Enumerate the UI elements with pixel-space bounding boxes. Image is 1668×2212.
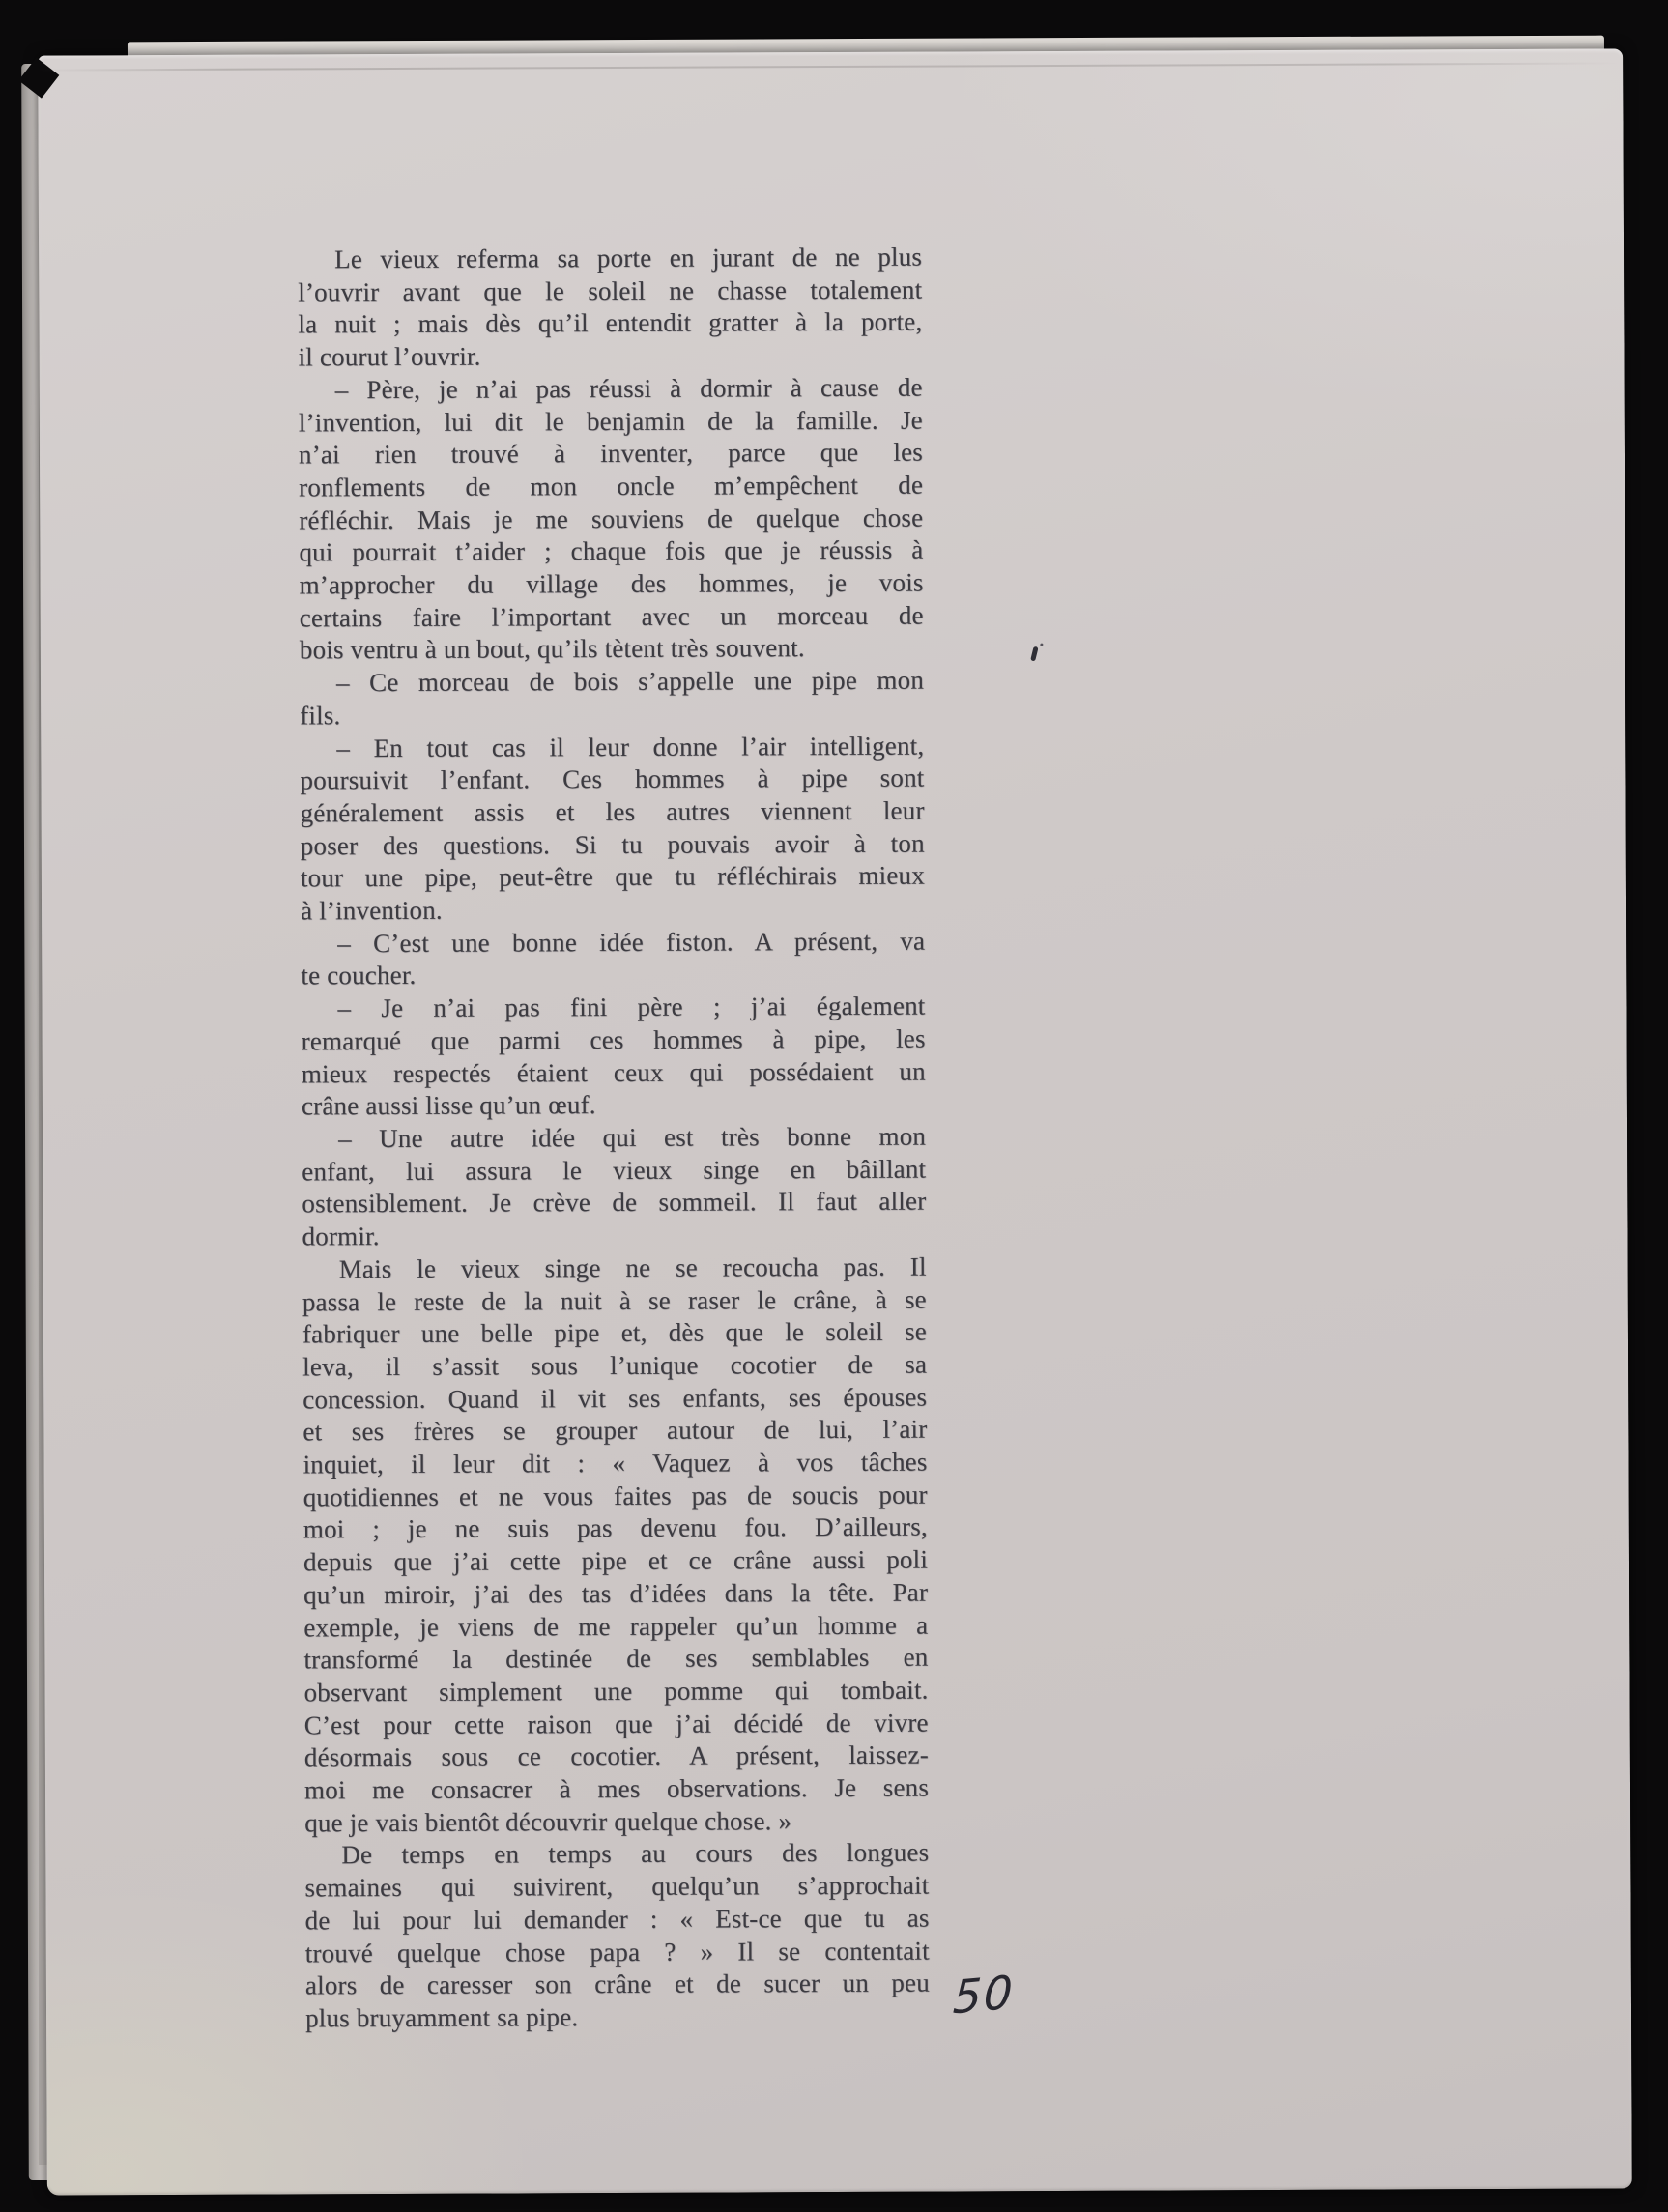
text-line: qui pourrait t’aider ; chaque fois que je réussis à — [299, 534, 924, 567]
text-line: tour une pipe, peut-être que tu réfléchirais mieux — [300, 860, 925, 893]
text-line: transformé la destinée de ses semblables en — [303, 1642, 929, 1675]
text-line: l’invention, lui dit le benjamin de la famille. Je — [298, 405, 923, 437]
text-line: fabriquer une belle pipe et, dès que le soleil se — [302, 1316, 928, 1349]
text-line: m’approcher du village des hommes, je vois — [299, 567, 924, 600]
text-line: bois ventru à un bout, qu’ils tètent très souvent. — [299, 633, 805, 665]
text-line: plus bruyamment sa pipe. — [304, 2002, 579, 2033]
text-line: désormais sous ce cocotier. A présent, laissez- — [303, 1739, 929, 1772]
text-line: trouvé quelque chose papa ? » Il se contentait — [304, 1936, 930, 1968]
text-line: – Ce morceau de bois s’appelle une pipe mon — [335, 665, 925, 698]
text-line: poursuivit l’enfant. Ces hommes à pipe sont — [300, 762, 925, 795]
text-line: ostensiblement. Je crève de sommeil. Il faut aller — [302, 1186, 927, 1219]
text-line: leva, il s’assit sous l’unique cocotier de sa — [302, 1349, 928, 1382]
text-line: la nuit ; mais dès qu’il entendit gratter à la porte, — [298, 307, 923, 339]
text-line: réfléchir. Mais je me souviens de quelque chose — [299, 503, 924, 535]
text-line: il courut l’ouvrir. — [298, 341, 481, 372]
text-line: – Père, je n’ai pas réussi à dormir à cause de — [334, 372, 923, 405]
text-line: mieux respectés étaient ceux qui possédaient un — [301, 1056, 926, 1088]
text-line: poser des questions. Si tu pouvais avoir à ton — [300, 828, 925, 861]
text-line: remarqué que parmi ces hommes à pipe, les — [301, 1023, 926, 1056]
text-line: – En tout cas il leur donne l’air intelligent, — [336, 731, 925, 762]
text-line: te coucher. — [301, 961, 417, 991]
text-line: Mais le vieux singe ne se recoucha pas. Il — [338, 1251, 927, 1284]
text-line: – Je n’ai pas fini père ; j’ai également — [337, 991, 926, 1023]
text-line: De temps en temps au cours des longues — [341, 1838, 930, 1870]
text-line: observant simplement une pomme qui tombait. — [303, 1675, 929, 1708]
ink-speck-mark — [1030, 646, 1038, 662]
scanned-page — [38, 48, 1632, 2195]
text-line: l’ouvrir avant que le soleil ne chasse totalement — [298, 274, 923, 307]
text-line: que je vais bientôt découvrir quelque chose. » — [304, 1805, 792, 1838]
text-line: exemple, je viens de me rappeler qu’un homme a — [303, 1610, 929, 1642]
text-line: C’est pour cette raison que j’ai décidé de vivre — [303, 1708, 929, 1740]
text-line: alors de caresser son crâne et de sucer un peu — [304, 1968, 930, 2000]
handwritten-page-number: 50 — [951, 1966, 1016, 2025]
text-line: moi me consacrer à mes observations. Je sens — [303, 1772, 930, 1805]
text-line: semaines qui suivirent, quelqu’un s’approchait — [304, 1870, 930, 1903]
paper-top-crease — [38, 62, 1623, 71]
text-line: quotidiennes et ne vous faites pas de soucis pour — [302, 1479, 928, 1512]
text-line: n’ai rien trouvé à inventer, parce que les — [298, 437, 924, 470]
text-line: – Une autre idée qui est très bonne mon — [338, 1121, 927, 1154]
text-line: à l’invention. — [300, 895, 443, 926]
text-line: et ses frères se grouper autour de lui, l’air — [302, 1414, 928, 1447]
text-line: ronflements de mon oncle m’empêchent de — [299, 470, 924, 503]
text-line: passa le reste de la nuit à se raser le crâne, à se — [302, 1284, 927, 1316]
text-line: qu’un miroir, j’ai des tas d’idées dans la tête. Par — [303, 1577, 929, 1610]
text-line: moi ; je ne suis pas devenu fou. D’ailleurs, — [302, 1512, 928, 1544]
text-line: dormir. — [302, 1221, 380, 1251]
text-line: crâne aussi lisse qu’un œuf. — [301, 1090, 596, 1121]
text-line: fils. — [300, 701, 341, 731]
text-block — [298, 242, 930, 2035]
text-line: depuis que j’ai cette pipe et ce crâne aussi poli — [302, 1544, 929, 1577]
text-line: certains faire l’important avec un morceau de — [299, 600, 924, 633]
text-line: inquiet, il leur dit : « Vaquez à vos tâches — [302, 1447, 928, 1479]
text-line: Le vieux referma sa porte en jurant de ne plus — [334, 242, 923, 274]
text-line: enfant, lui assura le vieux singe en bâillant — [302, 1154, 927, 1187]
text-line: concession. Quand il vit ses enfants, ses épouses — [302, 1382, 928, 1415]
text-line: – C’est une bonne idée fiston. A présent, va — [337, 926, 926, 959]
text-line: généralement assis et les autres viennent leur — [300, 795, 925, 828]
text-line: de lui pour lui demander : « Est-ce que tu as — [304, 1903, 930, 1936]
